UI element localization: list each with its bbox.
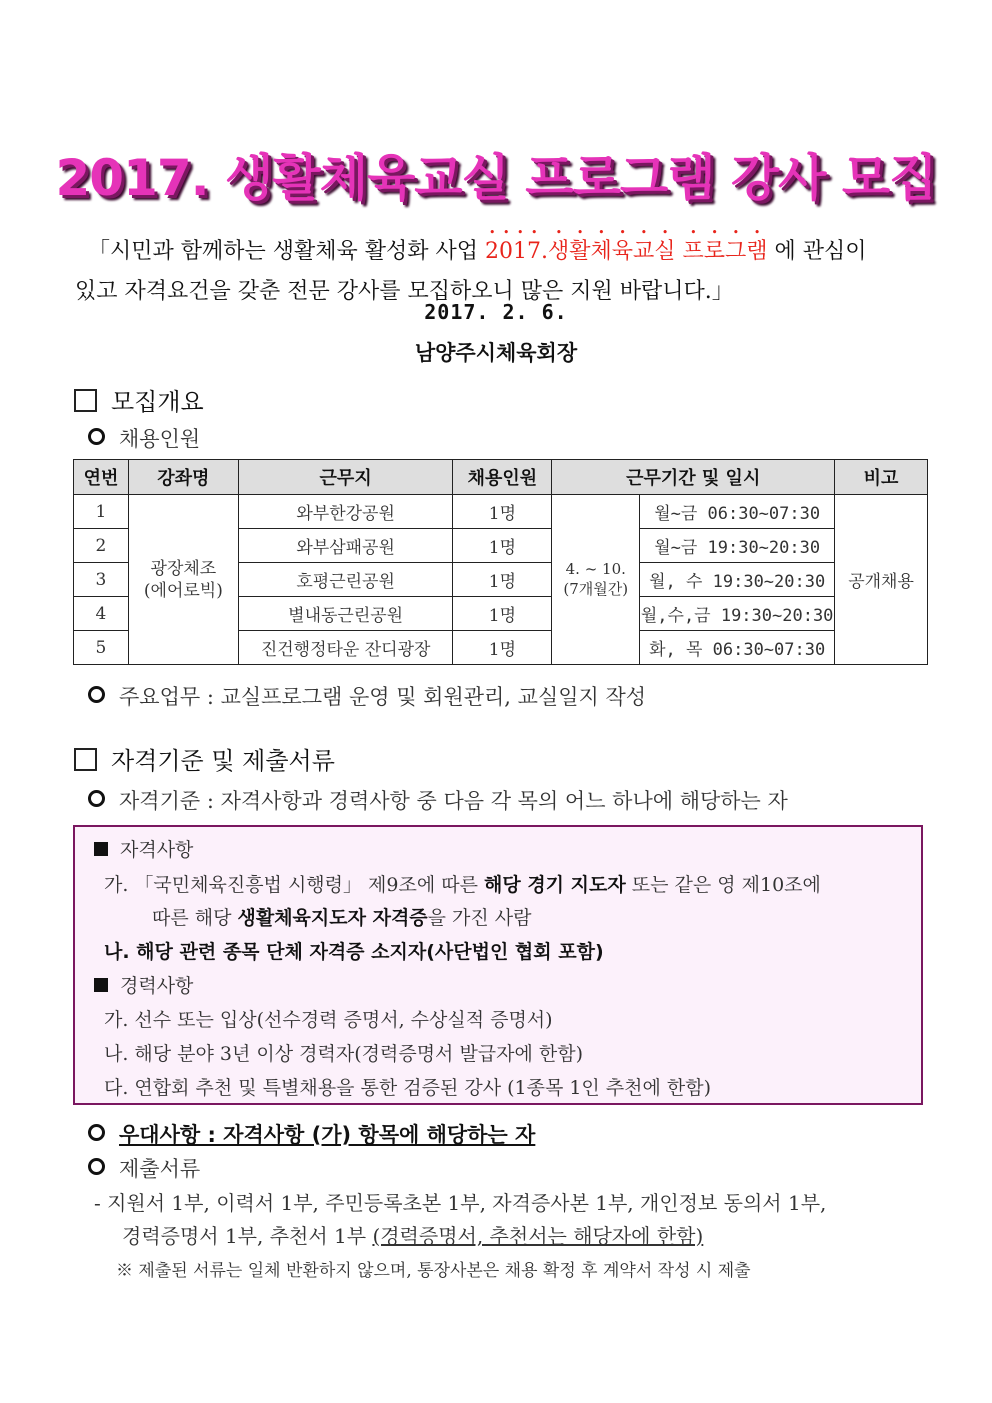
- header-note: 비고: [835, 460, 928, 495]
- circle-bullet-icon: [88, 686, 105, 703]
- row-no: 4: [74, 597, 129, 631]
- period-range: 4. ~ 10.: [565, 560, 626, 578]
- work-period: [552, 495, 640, 665]
- intro-text-start: 「시민과 함께하는 생활체육 활성화 사업: [88, 239, 485, 264]
- circle-bullet-icon: [88, 428, 105, 445]
- row-location: 진건행정타운 잔디광장: [238, 631, 453, 665]
- documents-condition: (경력증명서, 추천서는 해당자에 한함): [372, 1224, 704, 1248]
- circle-bullet-icon: [88, 1124, 105, 1141]
- row-location: 별내동근린공원: [238, 597, 453, 631]
- career-item-a: 가. 선수 또는 입상(선수경력 증명서, 수상실적 증명서): [104, 1009, 553, 1031]
- row-count: 1명: [453, 495, 552, 529]
- filled-square-icon: [94, 842, 108, 856]
- row-schedule: 월~금 06:30~07:30: [640, 495, 835, 529]
- section-heading-text: 모집개요: [111, 388, 204, 416]
- square-icon: [74, 389, 97, 412]
- period-duration: (7개월간): [563, 580, 629, 598]
- row-count: 1명: [453, 597, 552, 631]
- filled-square-icon: [94, 978, 108, 992]
- preference-text: 우대사항 : 자격사항 (가) 항목에 해당하는 자: [119, 1123, 536, 1147]
- section-heading-qualifications: [74, 741, 335, 776]
- circle-bullet-icon: [88, 1158, 105, 1175]
- course-name: 광장체조 (에어로빅): [128, 495, 238, 665]
- section-heading-text: 자격기준 및 제출서류: [111, 747, 335, 775]
- bullet-text: 주요업무 : 교실프로그램 운영 및 회원관리, 교실일지 작성: [119, 685, 647, 709]
- qualification-title-text: 자격사항: [120, 839, 194, 861]
- square-icon: [74, 748, 97, 771]
- row-schedule: 화, 목 06:30~07:30: [640, 631, 835, 665]
- qual-a-text-end: 또는 같은 영 제10조에: [625, 874, 821, 896]
- row-count: 1명: [453, 563, 552, 597]
- row-schedule: 월,수,금 19:30~20:30: [640, 597, 835, 631]
- table-row: [74, 495, 928, 529]
- qual-a-text: 가. 「국민체육진흥법 시행령」 제9조에 따른: [104, 874, 484, 896]
- header-no: 연번: [74, 460, 129, 495]
- bullet-preference: [88, 1119, 535, 1149]
- qual-a-cont-bold: 생활체육지도자 자격증: [237, 907, 428, 929]
- career-item-b: 나. 해당 분야 3년 이상 경력자(경력증명서 발급자에 한함): [104, 1043, 584, 1065]
- intro-text-line2: 있고 자격요건을 갖춘 전문 강사를 모집하오니 많은 지원 바랍니다.」: [75, 279, 734, 304]
- qualification-title: [94, 835, 193, 862]
- recruitment-table: [73, 459, 928, 665]
- career-title-text: 경력사항: [120, 975, 194, 997]
- intro-highlight: 2017.생활체육교실 프로그램: [485, 239, 768, 264]
- header-period: 근무기간 및 일시: [552, 460, 835, 495]
- bullet-main-duties: [88, 681, 646, 711]
- row-no: 5: [74, 631, 129, 665]
- qual-a-bold: 해당 경기 지도자: [484, 874, 626, 896]
- documents-list-end: 경력증명서 1부, 추천서 1부: [122, 1224, 373, 1248]
- intro-text-end: 에 관심이: [767, 239, 867, 264]
- circle-bullet-icon: [88, 790, 105, 807]
- row-schedule: 월, 수 19:30~20:30: [640, 563, 835, 597]
- documents-line-1: - 지원서 1부, 이력서 1부, 주민등록초본 1부, 자격증사본 1부, 개인정보 동의서 1부,: [94, 1191, 827, 1215]
- qualification-item-a: [104, 870, 821, 897]
- bullet-text: 제출서류: [119, 1157, 201, 1181]
- page-title: 2017. 생활체육교실 프로그램 강사 모집: [55, 149, 937, 207]
- qualification-item-b: [104, 937, 604, 964]
- documents-line-2: [122, 1220, 703, 1249]
- row-no: 2: [74, 529, 129, 563]
- row-location: 와부삼패공원: [238, 529, 453, 563]
- header-course: 강좌명: [128, 460, 238, 495]
- bullet-text: 채용인원: [119, 427, 201, 451]
- row-location: 호평근린공원: [238, 563, 453, 597]
- row-no: 3: [74, 563, 129, 597]
- hiring-note: 공개채용: [835, 495, 928, 665]
- career-item-c: 다. 연합회 추천 및 특별채용을 통한 검증된 강사 (1종목 1인 추천에 한함): [104, 1077, 712, 1099]
- bullet-criteria: [88, 785, 788, 815]
- bullet-recruit-count: [88, 423, 200, 453]
- career-title: [94, 971, 193, 998]
- documents-notice: ※ 제출된 서류는 일체 반환하지 않으며, 통장사본은 채용 확정 후 계약서 작성 시 제출: [116, 1261, 751, 1281]
- bullet-text: 자격기준 : 자격사항과 경력사항 중 다음 각 목의 어느 하나에 해당하는 자: [119, 789, 788, 813]
- notice-date: 2017. 2. 6.: [424, 300, 568, 324]
- organization-name: 남양주시체육회장: [414, 340, 578, 365]
- qualification-item-a-cont: [152, 903, 532, 930]
- header-location: 근무지: [238, 460, 453, 495]
- qual-a-cont-text: 따른 해당: [152, 907, 238, 929]
- table-header-row: [74, 460, 928, 495]
- section-heading-overview: [74, 382, 204, 417]
- row-count: 1명: [453, 529, 552, 563]
- qual-a-cont-end: 을 가진 사람: [427, 907, 532, 929]
- row-schedule: 월~금 19:30~20:30: [640, 529, 835, 563]
- row-location: 와부한강공원: [238, 495, 453, 529]
- row-count: 1명: [453, 631, 552, 665]
- header-count: 채용인원: [453, 460, 552, 495]
- bullet-documents: [88, 1153, 200, 1183]
- qual-b-text: 나. 해당 관련 종목 단체 자격증 소지자(사단법인 협회 포함): [104, 941, 604, 963]
- row-no: 1: [74, 495, 129, 529]
